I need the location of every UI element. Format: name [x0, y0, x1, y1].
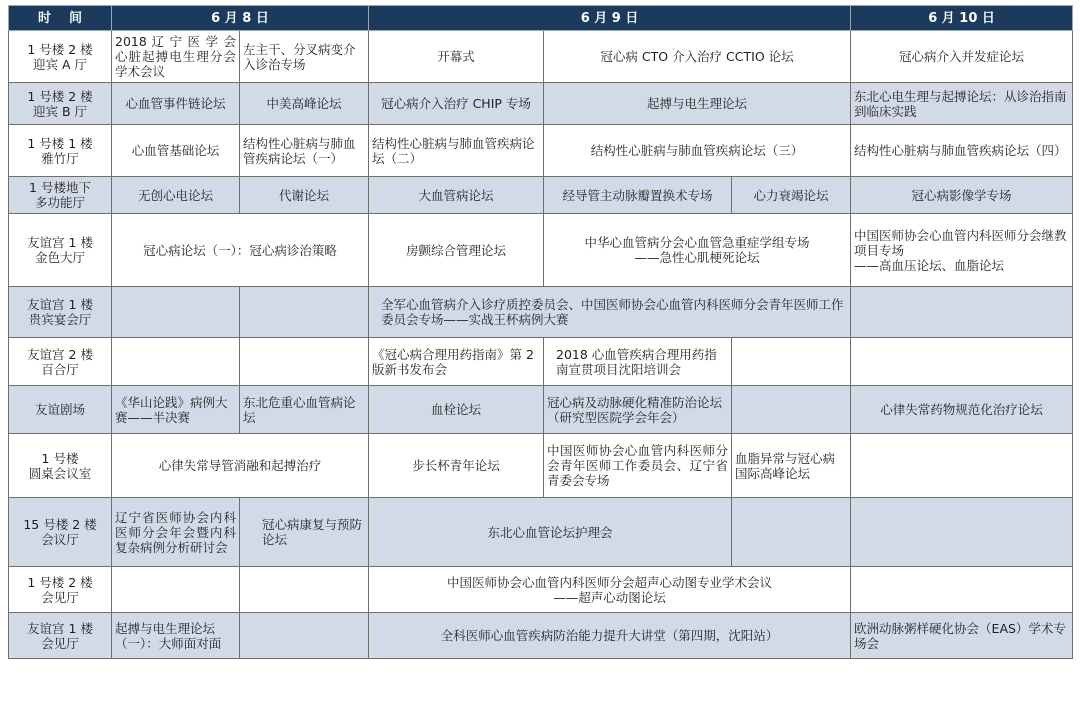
empty-cell	[851, 498, 1073, 567]
schedule-table-frame	[8, 5, 1072, 694]
schedule-table	[8, 5, 1073, 659]
table-row	[9, 177, 1073, 214]
empty-cell	[112, 567, 240, 613]
session-cell: 结构性心脏病与肺血管疾病论坛（一）	[240, 125, 369, 177]
session-cell: 结构性心脏病与肺血管疾病论坛（四）	[851, 125, 1073, 177]
session-cell: 2018 心血管疾病合理用药指南宣贯项目沈阳培训会	[544, 338, 732, 386]
session-cell: 中华心血管病分会心血管急重症学组专场 ——急性心肌梗死论坛	[544, 214, 851, 287]
session-cell: 冠心病介入并发症论坛	[851, 31, 1073, 83]
session-cell: 结构性心脏病与肺血管疾病论坛（二）	[369, 125, 544, 177]
session-cell: 冠心病康复与预防论坛	[240, 498, 369, 567]
session-cell: 左主干、分叉病变介入诊治专场	[240, 31, 369, 83]
table-row	[9, 31, 1073, 83]
session-cell: 中国医师协会心血管内科医师分会继教项目专场 ——高血压论坛、血脂论坛	[851, 214, 1073, 287]
session-cell: 血栓论坛	[369, 386, 544, 434]
empty-cell	[851, 338, 1073, 386]
session-cell: 大血管病论坛	[369, 177, 544, 214]
venue-cell: 友谊宫 2 楼 百合厅	[9, 338, 112, 386]
session-cell: 冠心病介入治疗 CHIP 专场	[369, 83, 544, 125]
table-row	[9, 386, 1073, 434]
session-cell: 经导管主动脉瓣置换术专场	[544, 177, 732, 214]
venue-cell: 友谊宫 1 楼 金色大厅	[9, 214, 112, 287]
header-row	[9, 6, 1073, 31]
venue-cell: 友谊宫 1 楼 会见厅	[9, 613, 112, 659]
session-cell: 心血管事件链论坛	[112, 83, 240, 125]
table-row	[9, 287, 1073, 338]
session-cell: 中国医师协会心血管内科医师分会青年医师工作委员会、辽宁省青委会专场	[544, 434, 732, 498]
session-cell: 冠心病论坛（一）：冠心病诊治策略	[112, 214, 369, 287]
venue-cell: 友谊宫 1 楼 贵宾宴会厅	[9, 287, 112, 338]
empty-cell	[240, 613, 369, 659]
session-cell: 东北危重心血管病论坛	[240, 386, 369, 434]
header-time: 时 间	[9, 6, 112, 31]
session-cell: 东北心电生理与起搏论坛：从诊治指南到临床实践	[851, 83, 1073, 125]
session-cell: 《冠心病合理用药指南》第 2 版新书发布会	[369, 338, 544, 386]
table-row	[9, 125, 1073, 177]
session-cell: 《华山论践》病例大赛——半决赛	[112, 386, 240, 434]
session-cell: 全科医师心血管疾病防治能力提升大讲堂（第四期，沈阳站）	[369, 613, 851, 659]
session-cell: 心律失常药物规范化治疗论坛	[851, 386, 1073, 434]
venue-cell: 1 号楼 2 楼 会见厅	[9, 567, 112, 613]
session-cell: 欧洲动脉粥样硬化协会（EAS）学术专场会	[851, 613, 1073, 659]
session-cell: 开幕式	[369, 31, 544, 83]
table-row	[9, 613, 1073, 659]
session-cell: 无创心电论坛	[112, 177, 240, 214]
table-row	[9, 567, 1073, 613]
table-row	[9, 498, 1073, 567]
session-cell: 房颤综合管理论坛	[369, 214, 544, 287]
session-cell: 全军心血管病介入诊疗质控委员会、中国医师协会心血管内科医师分会青年医师工作委员会专场——实战王杯病例大赛	[369, 287, 851, 338]
venue-cell: 1 号楼 圆桌会议室	[9, 434, 112, 498]
venue-cell: 1 号楼 2 楼 迎宾 B 厅	[9, 83, 112, 125]
empty-cell	[732, 386, 851, 434]
table-row	[9, 434, 1073, 498]
session-cell: 心力衰竭论坛	[732, 177, 851, 214]
session-cell: 步长杯青年论坛	[369, 434, 544, 498]
session-cell: 心血管基础论坛	[112, 125, 240, 177]
venue-cell: 友谊剧场	[9, 386, 112, 434]
empty-cell	[851, 567, 1073, 613]
session-cell: 辽宁省医师协会内科医师分会年会暨内科复杂病例分析研讨会	[112, 498, 240, 567]
table-row	[9, 83, 1073, 125]
session-cell: 结构性心脏病与肺血管疾病论坛（三）	[544, 125, 851, 177]
session-cell: 冠心病 CTO 介入治疗 CCTIO 论坛	[544, 31, 851, 83]
table-row	[9, 214, 1073, 287]
header-day-jun-9: 6 月 9 日	[369, 6, 851, 31]
venue-cell: 1 号楼 1 楼 雅竹厅	[9, 125, 112, 177]
venue-cell: 1 号楼 2 楼 迎宾 A 厅	[9, 31, 112, 83]
venue-cell: 15 号楼 2 楼 会议厅	[9, 498, 112, 567]
session-cell: 代谢论坛	[240, 177, 369, 214]
empty-cell	[240, 338, 369, 386]
session-cell: 中国医师协会心血管内科医师分会超声心动图专业学术会议 ——超声心动图论坛	[369, 567, 851, 613]
header-day-jun-10: 6 月 10 日	[851, 6, 1073, 31]
venue-cell: 1 号楼地下 多功能厅	[9, 177, 112, 214]
session-cell: 起搏与电生理论坛（一）：大师面对面	[112, 613, 240, 659]
empty-cell	[732, 338, 851, 386]
session-cell: 中美高峰论坛	[240, 83, 369, 125]
header-day-jun-8: 6 月 8 日	[112, 6, 369, 31]
session-cell: 心律失常导管消融和起搏治疗	[112, 434, 369, 498]
empty-cell	[851, 287, 1073, 338]
empty-cell	[240, 567, 369, 613]
empty-cell	[851, 434, 1073, 498]
empty-cell	[112, 338, 240, 386]
session-cell: 冠心病及动脉硬化精准防治论坛（研究型医院学会年会）	[544, 386, 732, 434]
session-cell: 东北心血管论坛护理会	[369, 498, 732, 567]
session-cell: 起搏与电生理论坛	[544, 83, 851, 125]
empty-cell	[112, 287, 240, 338]
empty-cell	[240, 287, 369, 338]
session-cell: 2018 辽 宁 医 学 会 心脏起搏电生理分会学术会议	[112, 31, 240, 83]
empty-cell	[732, 498, 851, 567]
session-cell: 血脂异常与冠心病国际高峰论坛	[732, 434, 851, 498]
session-cell: 冠心病影像学专场	[851, 177, 1073, 214]
table-row	[9, 338, 1073, 386]
